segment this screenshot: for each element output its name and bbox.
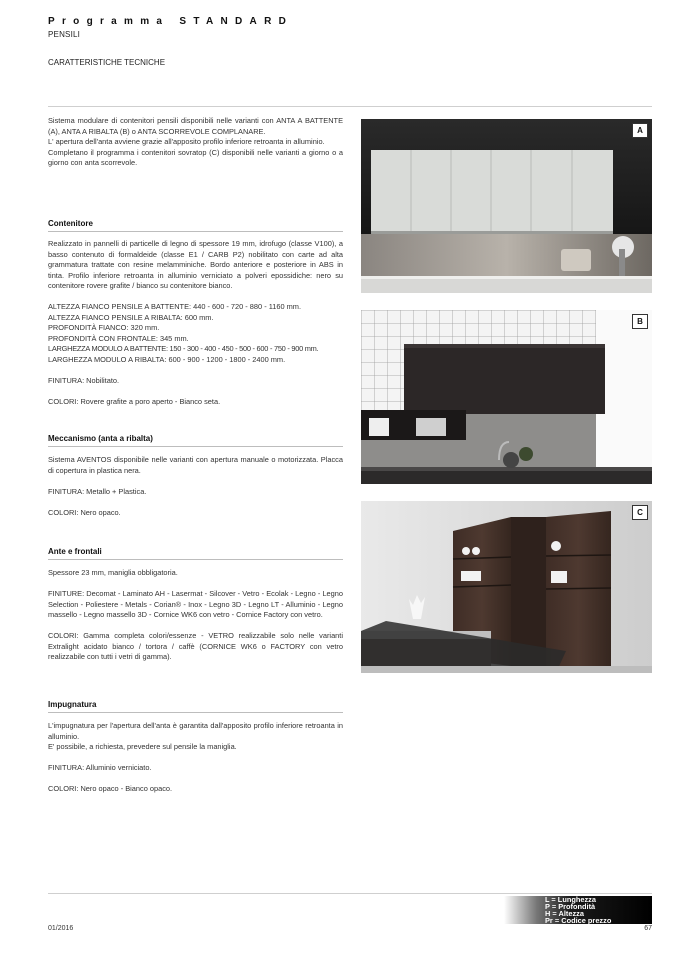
- dimension-line: ALTEZZA FIANCO PENSILE A BATTENTE: 440 - 600 - 720 - 880 - 1160 mm.: [48, 302, 302, 311]
- impugnatura-heading: Impugnatura: [48, 700, 343, 713]
- ante-colori: COLORI: Gamma completa colori/essenze - VETRO realizzabile solo nelle varianti Extralight acidato bianco / tortora / caffè (CORNICE WK6 o FACTORY con vetro realizzabile con tutti i vetri di gamma).: [48, 631, 343, 661]
- meccanismo-heading: Meccanismo (anta a ribalta): [48, 434, 343, 447]
- product-subtitle: PENSILI: [48, 30, 81, 39]
- legend-line: H = Altezza: [545, 909, 584, 918]
- contenitore-colori: COLORI: Rovere grafite a poro aperto - Bianco seta.: [48, 396, 221, 406]
- impugnatura-body: [48, 721, 343, 795]
- meccanismo-description: Sistema AVENTOS disponibile nelle varianti con apertura manuale o motorizzata. Placca di copertura in plastica nera.: [48, 455, 343, 475]
- program-title: Programma STANDARD: [48, 16, 294, 27]
- page-number: 67: [644, 925, 652, 932]
- image-label-b: B: [632, 314, 648, 329]
- contenitore-finitura: FINITURA: Nobilitato.: [48, 375, 120, 385]
- dimension-line: PROFONDITÀ FIANCO: 320 mm.: [48, 323, 160, 332]
- image-label-a: A: [632, 123, 648, 138]
- intro-paragraph: L' apertura dell'anta avviene grazie all'apposito profilo inferiore retroanta in alluminio.: [48, 137, 325, 146]
- ante-body: [48, 568, 343, 663]
- ante-spessore: Spessore 23 mm, maniglia obbligatoria.: [48, 568, 178, 577]
- legend-line: L = Lunghezza: [545, 896, 596, 904]
- impugnatura-description: L'impugnatura per l'apertura dell'anta è garantita dall'apposito profilo inferiore retroanta in alluminio.: [48, 721, 343, 741]
- contenitore-dimensions: [48, 302, 343, 365]
- legend-box: [504, 896, 652, 924]
- contenitore-description: Realizzato in pannelli di particelle di legno di spessore 19 mm, idrofugo (classe V100), a basso contenuto di formaldeide (classe E1 / CARB P2) nobilitato con carte ad alta grammatura trattate con resine melamminiche. Bordo anteriore e posteriore in ABS in tinta. Profilo inferiore retroanta in alluminio verniciato a polveri epossidiche: nero su contenitore rovere grafite / bianco su contenitore bianco.: [48, 239, 343, 290]
- ante-heading: Ante e frontali: [48, 547, 343, 560]
- image-label-c: C: [632, 505, 648, 520]
- kitchen-photo-c: [361, 501, 652, 673]
- footer-divider: [48, 893, 652, 894]
- section-title: CARATTERISTICHE TECNICHE: [48, 58, 166, 67]
- header-divider: [48, 106, 652, 107]
- intro-paragraph: Sistema modulare di contenitori pensili disponibili nelle varianti con ANTA A BATTENTE (A), ANTA A RIBALTA (B) o ANTA SCORREVOLE COMPLANARE.: [48, 116, 343, 136]
- kitchen-illustration-a: [361, 119, 652, 293]
- kitchen-illustration-b: [361, 310, 652, 484]
- footer-date: 01/2016: [48, 925, 74, 932]
- kitchen-illustration-c: [361, 501, 652, 673]
- kitchen-photo-a: [361, 119, 652, 293]
- dimension-line: ALTEZZA FIANCO PENSILE A RIBALTA: 600 mm.: [48, 312, 214, 322]
- impugnatura-note: E' possibile, a richiesta, prevedere sul pensile la maniglia.: [48, 742, 237, 751]
- kitchen-photo-b: [361, 310, 652, 484]
- legend-line: Pr = Codice prezzo: [545, 916, 612, 924]
- meccanismo-colori: COLORI: Nero opaco.: [48, 507, 121, 517]
- meccanismo-finitura: FINITURA: Metallo + Plastica.: [48, 486, 147, 496]
- impugnatura-finitura: FINITURA: Alluminio verniciato.: [48, 763, 152, 772]
- meccanismo-body: [48, 455, 343, 518]
- contenitore-heading: Contenitore: [48, 219, 343, 232]
- legend-line: P = Profondità: [545, 902, 596, 911]
- ante-finiture: FINITURE: Decomat - Laminato AH - Lasermat - Silcover - Vetro - Ecolak - Legno - Legno Selection - Poliestere - Metals - Corian® - Inox - Legno 3D - Legno LT - Alluminio - Legno massello - Legno massello 3D - Cornice WK6 con vetro - Cornice Factory con vetro.: [48, 589, 343, 619]
- impugnatura-colori: COLORI: Nero opaco - Bianco opaco.: [48, 784, 173, 793]
- dimension-line: LARGHEZZA MODULO A RIBALTA: 600 - 900 - 1200 - 1800 - 2400 mm.: [48, 354, 286, 364]
- intro-text: [48, 116, 343, 169]
- dimension-line: LARGHEZZA MODULO A BATTENTE: 150 - 300 - 400 - 450 - 500 - 600 - 750 - 900 mm.: [48, 344, 319, 353]
- intro-paragraph: Completano il programma i contenitori sovratop (C) disponibili nelle varianti a giorno o a giorno con anta scorrevole.: [48, 147, 343, 167]
- contenitore-body: [48, 239, 343, 407]
- dimension-line: PROFONDITÀ CON FRONTALE: 345 mm.: [48, 333, 189, 343]
